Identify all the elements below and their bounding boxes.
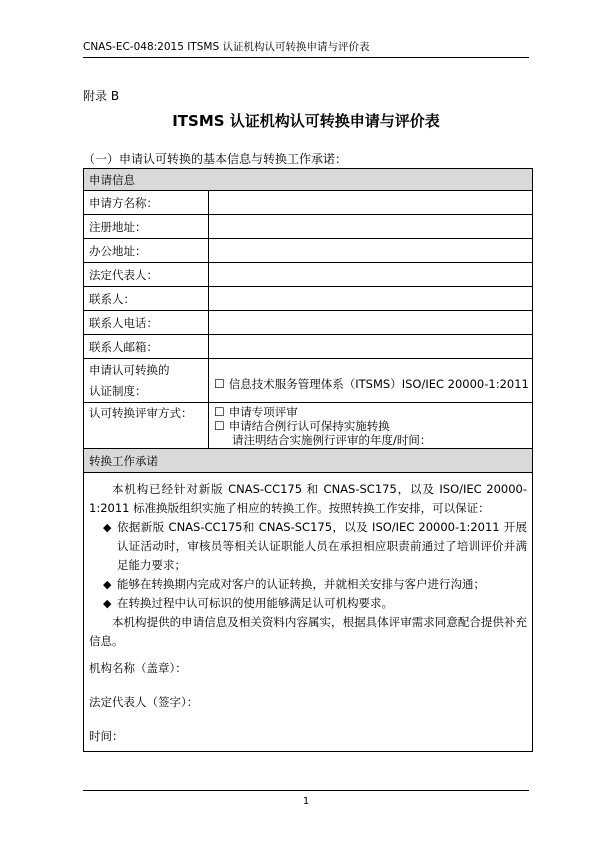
field-value-contact-person[interactable] bbox=[209, 287, 533, 311]
scheme-label-line1: 申请认可转换的 bbox=[89, 362, 170, 377]
footer-rule bbox=[83, 790, 529, 791]
scheme-label-line2: 认证制度： bbox=[89, 383, 147, 398]
section-heading: （一）申请认可转换的基本信息与转换工作承诺： bbox=[83, 152, 348, 166]
field-label-registered-address: 注册地址： bbox=[84, 215, 209, 239]
header-rule bbox=[83, 57, 529, 58]
commitment-section-header: 转换工作承诺 bbox=[84, 449, 533, 473]
checkbox-icon[interactable]: ☐ bbox=[214, 376, 225, 391]
commitment-bullet-text: 在转换过程中认可标识的使用能够满足认可机构要求。 bbox=[117, 596, 393, 610]
form-title: ITSMS 认证机构认可转换申请与评价表 bbox=[172, 112, 440, 130]
field-label-contact-person: 联系人： bbox=[84, 287, 209, 311]
signature-date-label: 时间： bbox=[89, 729, 124, 743]
field-value-contact-phone[interactable] bbox=[209, 311, 533, 335]
method-option-routine-text: 申请结合例行认可保持实施转换 bbox=[228, 419, 390, 433]
commitment-statement: 本机构提供的申请信息及相关资料内容属实，根据具体评审需求同意配合提供补充信息。 bbox=[89, 615, 527, 648]
field-value-legal-representative[interactable] bbox=[209, 263, 533, 287]
commitment-content bbox=[84, 473, 533, 752]
page-number: 1 bbox=[302, 796, 310, 807]
field-value-registered-address[interactable] bbox=[209, 215, 533, 239]
commitment-bullet-text: 依据新版 CNAS-CC175和 CNAS-SC175，以及 ISO/IEC 20000-1:2011 开展认证活动时，审核员等相关认证职能人员在承担相应职责前通过了培训评价并满足能力要求； bbox=[117, 520, 527, 572]
commitment-bullet-text: 能够在转换期内完成对客户的认证转换，并就相关安排与客户进行沟通； bbox=[117, 577, 485, 591]
checkbox-icon[interactable]: ☐ bbox=[214, 405, 225, 419]
running-header: CNAS-EC-048:2015 ITSMS 认证机构认可转换申请与评价表 bbox=[83, 41, 370, 53]
appendix-label: 附录 B bbox=[83, 89, 120, 103]
field-label-office-address: 办公地址： bbox=[84, 239, 209, 263]
method-option-routine bbox=[214, 419, 527, 433]
assessment-method-options bbox=[209, 403, 533, 449]
signature-org-label: 机构名称（盖章）： bbox=[89, 661, 187, 675]
application-form-table bbox=[83, 168, 533, 752]
field-label-certification-scheme bbox=[84, 359, 209, 403]
signature-representative-label: 法定代表人（签字）： bbox=[89, 695, 199, 709]
field-label-contact-phone: 联系人电话： bbox=[84, 311, 209, 335]
checkbox-icon[interactable]: ☐ bbox=[214, 419, 225, 433]
method-note: 请注明结合实施例行评审的年度/时间： bbox=[232, 433, 432, 447]
commitment-bullet bbox=[89, 575, 527, 594]
field-value-office-address[interactable] bbox=[209, 239, 533, 263]
field-value-applicant-name[interactable] bbox=[209, 191, 533, 215]
diamond-bullet-icon: ◆ bbox=[103, 578, 112, 591]
field-label-applicant-name: 申请方名称： bbox=[84, 191, 209, 215]
field-value-contact-email[interactable] bbox=[209, 335, 533, 359]
scheme-option-text: 信息技术服务管理体系（ITSMS）ISO/IEC 20000-1:2011 bbox=[228, 376, 529, 391]
method-option-special bbox=[214, 405, 527, 419]
info-section-header: 申请信息 bbox=[84, 169, 533, 191]
field-label-assessment-method: 认可转换评审方式： bbox=[84, 403, 209, 449]
commitment-intro: 本机构已经针对新版 CNAS-CC175 和 CNAS-SC175，以及 ISO/IEC 20000-1:2011 标准换版组织实施了相应的转换工作。按照转换工作安排，可以保证： bbox=[89, 482, 527, 515]
commitment-bullet bbox=[89, 518, 527, 575]
method-option-special-text: 申请专项评审 bbox=[228, 405, 298, 419]
diamond-bullet-icon: ◆ bbox=[103, 521, 112, 534]
field-label-contact-email: 联系人邮箱： bbox=[84, 335, 209, 359]
field-label-legal-representative: 法定代表人： bbox=[84, 263, 209, 287]
diamond-bullet-icon: ◆ bbox=[103, 597, 112, 610]
certification-scheme-option bbox=[209, 359, 533, 403]
commitment-bullet bbox=[89, 594, 527, 613]
